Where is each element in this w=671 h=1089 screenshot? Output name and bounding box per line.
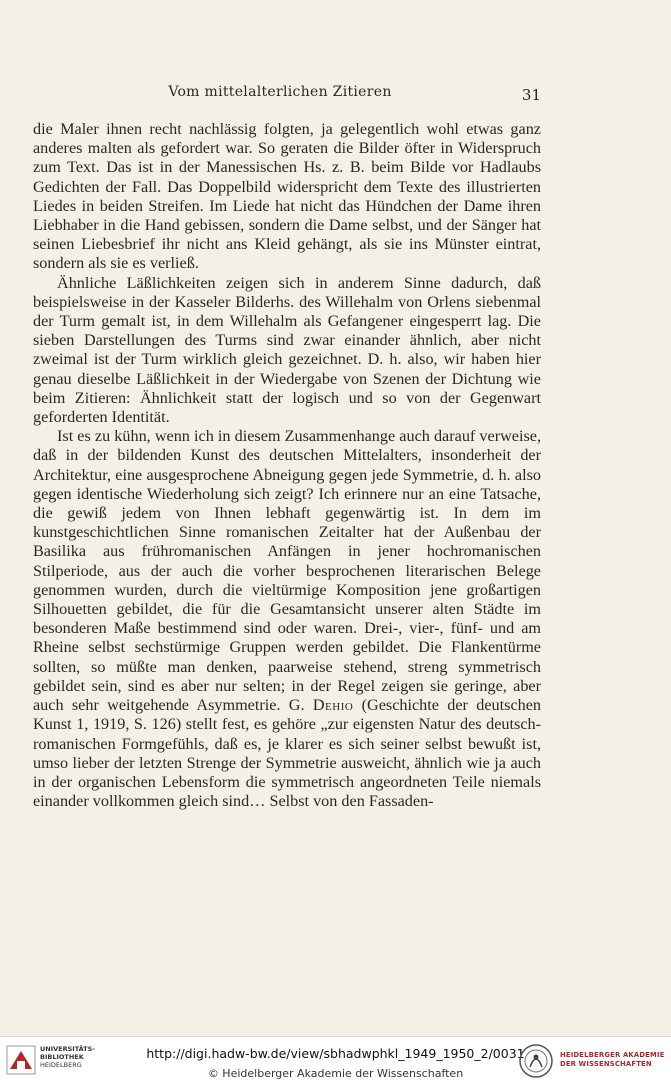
page-number: 31 — [521, 86, 541, 104]
ub-line-1: UNIVERSITÄTS- — [40, 1045, 95, 1053]
footer-bar — [0, 1036, 671, 1089]
running-title: Vom mittelalterlichen Zitieren — [168, 84, 392, 100]
paragraph-1: die Maler ihnen recht nachlässig folgten, ja gelegentlich wohl etwas ganz anderes malten als gefordert war. So geraten die Bilder öfter in Widerspruch zum Text. Das ist in der Manessischen Hs. z. B. beim Bilde vor Hadlaubs Gedichten der Fall. Das Doppelbild widerspricht dem Texte des illustrierten Liedes in beiden Streifen. Im Liede hat nicht das Hündchen der Dame ihren Liebhaber in die Hand gebissen, sondern die Dame selbst, und der Sänger hat seinen Liebesbrief ihr nicht ans Kleid gehängt, als sie ins Münster eintrat, sondern als sie es verließ. — [33, 120, 541, 273]
academy-line-2: DER WISSENSCHAFTEN — [560, 1060, 652, 1068]
running-head — [0, 84, 671, 104]
permalink-url[interactable]: http://digi.hadw-bw.de/view/sbhadwphkl_1949_1950_2/0031 — [146, 1046, 525, 1061]
paragraph-3-part-2: (Geschichte der deutschen Kunst 1, 1919, S. 126) stellt fest, es gehöre „zur eigensten Natur des deutsch-romanischen Formgefühls, daß es, je klarer es sich seiner selbst bewußt ist, umso lieber der letzten Strenge der Symmetrie ausweicht, ähnlich wie ja auch in der organischen Lebensform die symmetrisch angeordneten Teile niemals einander vollkommen gleich sind… Selbst von den Fassaden- — [33, 696, 541, 811]
academy-line-1: HEIDELBERGER AKADEMIE — [560, 1051, 665, 1059]
author-name-dehio: Dehio — [312, 696, 354, 715]
paragraph-3-part-1: Ist es zu kühn, wenn ich in diesem Zusammenhange auch darauf verweise, daß in der bildenden Kunst des deutschen Mittelalters, insonderheit der Architektur, eine ausgesprochene Abneigung gegen jede Symmetrie, d. h. also gegen identische Wiederholung sich zeigt? Ich erinnere nur an eine Tatsache, die gewiß jedem von Ihnen lebhaft gegenwärtig ist. In dem im kunstgeschichtlichen Sinne romanischen Zeitalter hat der Außenbau der Basilika aus frühromanischen Anfängen in jener hochromanischen Stilperiode, aus der auch die vorher besprochenen literarischen Belege genommen wurden, durch die vieltürmige Komposition jene großartigen Silhouetten gebildet, die für die Gesamtansicht unserer alten Städte im besonderen Maße bestimmend sind oder waren. Drei-, vier-, fünf- und am Rheine selbst sechstürmige Gruppen werden gebildet. Die Flankentürme sollten, so müßte man denken, paarweise stehend, streng symmetrisch gebildet sein, sind es aber nur selten; in der Regel zeigen sie geringe, aber auch sehr weitgehende Asymmetrie. G. — [33, 427, 541, 715]
academy-emblem-icon — [518, 1043, 554, 1079]
body-text — [33, 120, 541, 811]
paragraph-2: Ähnliche Läßlichkeiten zeigen sich in anderem Sinne dadurch, daß beispielsweise in der Kasseler Bilderhs. des Willehalm von Orlens siebenmal der Turm gemalt ist, in dem Willehalm als Gefangener eingesperrt lag. Die sieben Darstellungen des Turms sind zwar einander ähnlich, aber nicht zweimal ist der Turm wirklich gleich gezeichnet. D. h. also, wir haben hier genau dieselbe Läßlichkeit in der Wiedergabe von Szenen der Dichtung wie beim Zitieren: Ähnlichkeit statt der logisch und so von der Gegenwart geforderten Identität. — [33, 273, 541, 427]
academy-label — [560, 1051, 665, 1069]
ub-line-3: HEIDELBERG — [40, 1061, 82, 1069]
ub-line-2: BIBLIOTHEK — [40, 1053, 84, 1061]
copyright-notice: © Heidelberger Akademie der Wissenschaften — [207, 1067, 464, 1080]
paragraph-3 — [33, 427, 541, 811]
